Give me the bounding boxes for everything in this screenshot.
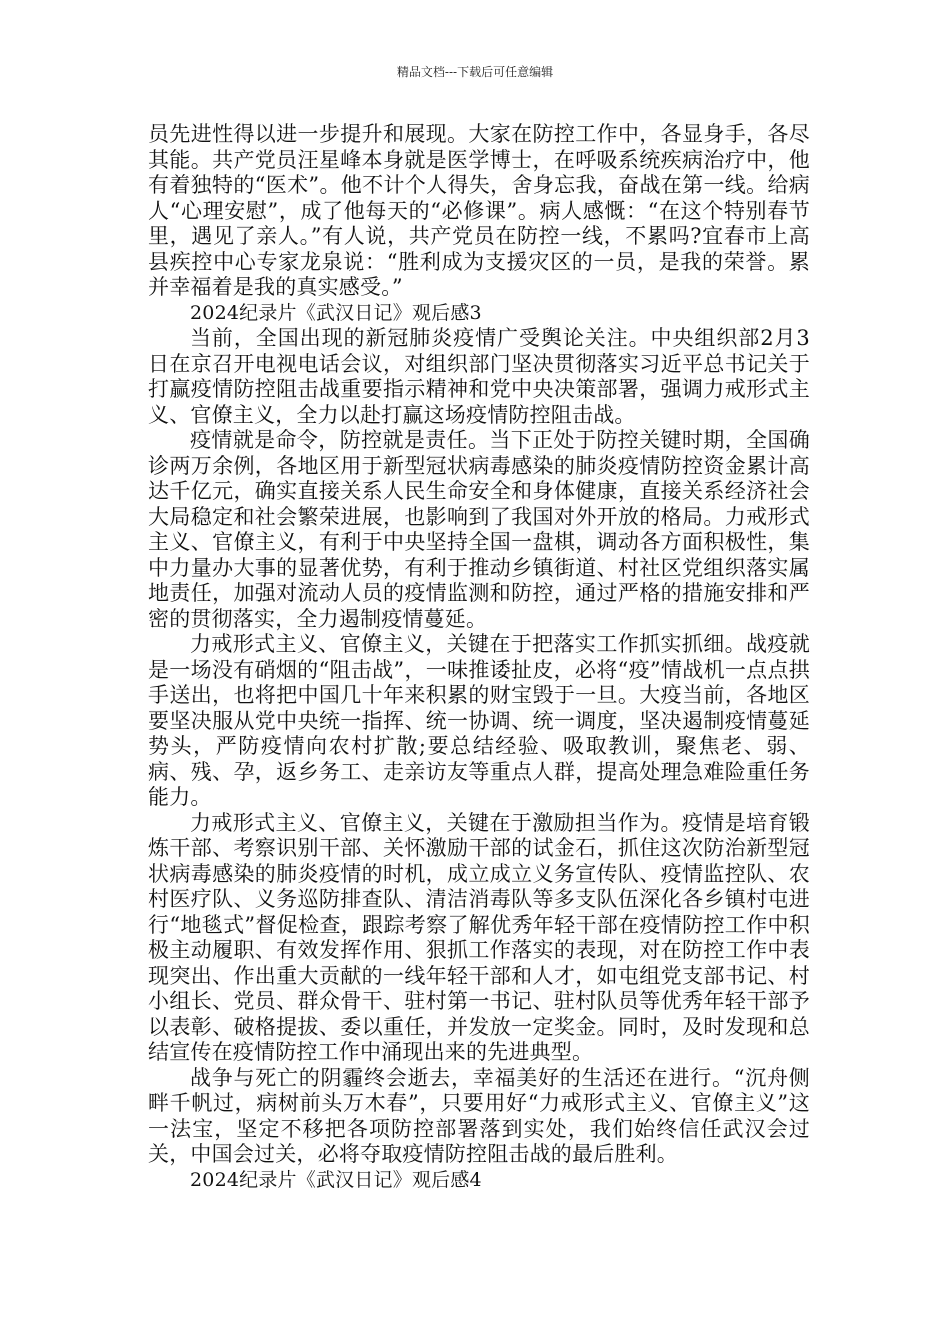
paragraph: 战争与死亡的阴霾终会逝去，幸福美好的生活还在进行。“沉舟侧畔千帆过，病树前头万木春”，只要用好“力戒形式主义、官僚主义”这一法宝，坚定不移把各项防控部署落到实处，我们始终信任武汉会过关，中国会过关，必将夺取疫情防控阻击战的最后胜利。 — [148, 1065, 810, 1166]
paragraph-continuation: 员先进性得以进一步提升和展现。大家在防控工作中，各显身手，各尽其能。共产党员汪星峰本身就是医学博士，在呼吸系统疾病治疗中，他有着独特的“医术”。他不计个人得失，舍身忘我，奋战在第一线。给病人“心理安慰”，成了他每天的“必修课”。病人感慨：“在这个特别春节里，遇见了亲人。”有人说，共产党员在防控一线，不累吗?宜春市上高县疾控中心专家龙泉说：“胜利成为支援灾区的一员，是我的荣誉。累并幸福着是我的真实感受。” — [148, 122, 810, 299]
section-heading-4: 2024纪录片《武汉日记》观后感4 — [190, 1168, 482, 1191]
paragraph: 疫情就是命令，防控就是责任。当下正处于防控关键时期，全国确诊两万余例，各地区用于新型冠状病毒感染的肺炎疫情防控资金累计高达千亿元，确实直接关系人民生命安全和身体健康，直接关系经济社会大局稳定和社会繁荣进展，也影响到了我国对外开放的格局。力戒形式主义、官僚主义，有利于中央坚持全国一盘棋，调动各方面积极性，集中力量办大事的显著优势，有利于推动乡镇街道、村社区党组织落实属地责任，加强对流动人员的疫情监测和防控，通过严格的措施安排和严密的贯彻落实，全力遏制疫情蔓延。 — [148, 428, 810, 631]
paragraph: 当前，全国出现的新冠肺炎疫情广受舆论关注。中央组织部2月3日在京召开电视电话会议，对组织部门坚决贯彻落实习近平总书记关于打赢疫情防控阻击战重要指示精神和党中央决策部署，强调力戒形式主义、官僚主义，全力以赴打赢这场疫情防控阻击战。 — [148, 326, 810, 427]
paragraph: 力戒形式主义、官僚主义，关键在于把落实工作抓实抓细。战疫就是一场没有硝烟的“阻击战”，一味推诿扯皮，必将“疫”情战机一点点拱手送出，也将把中国几十年来积累的财宝毁于一旦。大疫当前，各地区要坚决服从党中央统一指挥、统一协调、统一调度，坚决遏制疫情蔓延势头，严防疫情向农村扩散;要总结经验、吸取教训，聚焦老、弱、病、残、孕，返乡务工、走亲访友等重点人群，提高处理急难险重任务能力。 — [148, 632, 810, 809]
section-heading-3: 2024纪录片《武汉日记》观后感3 — [190, 301, 482, 324]
paragraph: 力戒形式主义、官僚主义，关键在于激励担当作为。疫情是培育锻炼干部、考察识别干部、关怀激励干部的试金石，抓住这次防治新型冠状病毒感染的肺炎疫情的时机，成立成立义务宣传队、疫情监控队、农村医疗队、义务巡防排查队、清洁消毒队等多支队伍深化各乡镇村屯进行“地毯式”督促检查，跟踪考察了解优秀年轻干部在疫情防控工作中积极主动履职、有效发挥作用、狠抓工作落实的表现，对在防控工作中表现突出、作出重大贡献的一线年轻干部和人才，如屯组党支部书记、村小组长、党员、群众骨干、驻村第一书记、驻村队员等优秀年轻干部予以表彰、破格提拔、委以重任，并发放一定奖金。同时，及时发现和总结宣传在疫情防控工作中涌现出来的先进典型。 — [148, 810, 810, 1064]
document-body — [148, 122, 810, 1193]
page-header: 精品文档---下载后可任意编辑 — [396, 65, 554, 79]
